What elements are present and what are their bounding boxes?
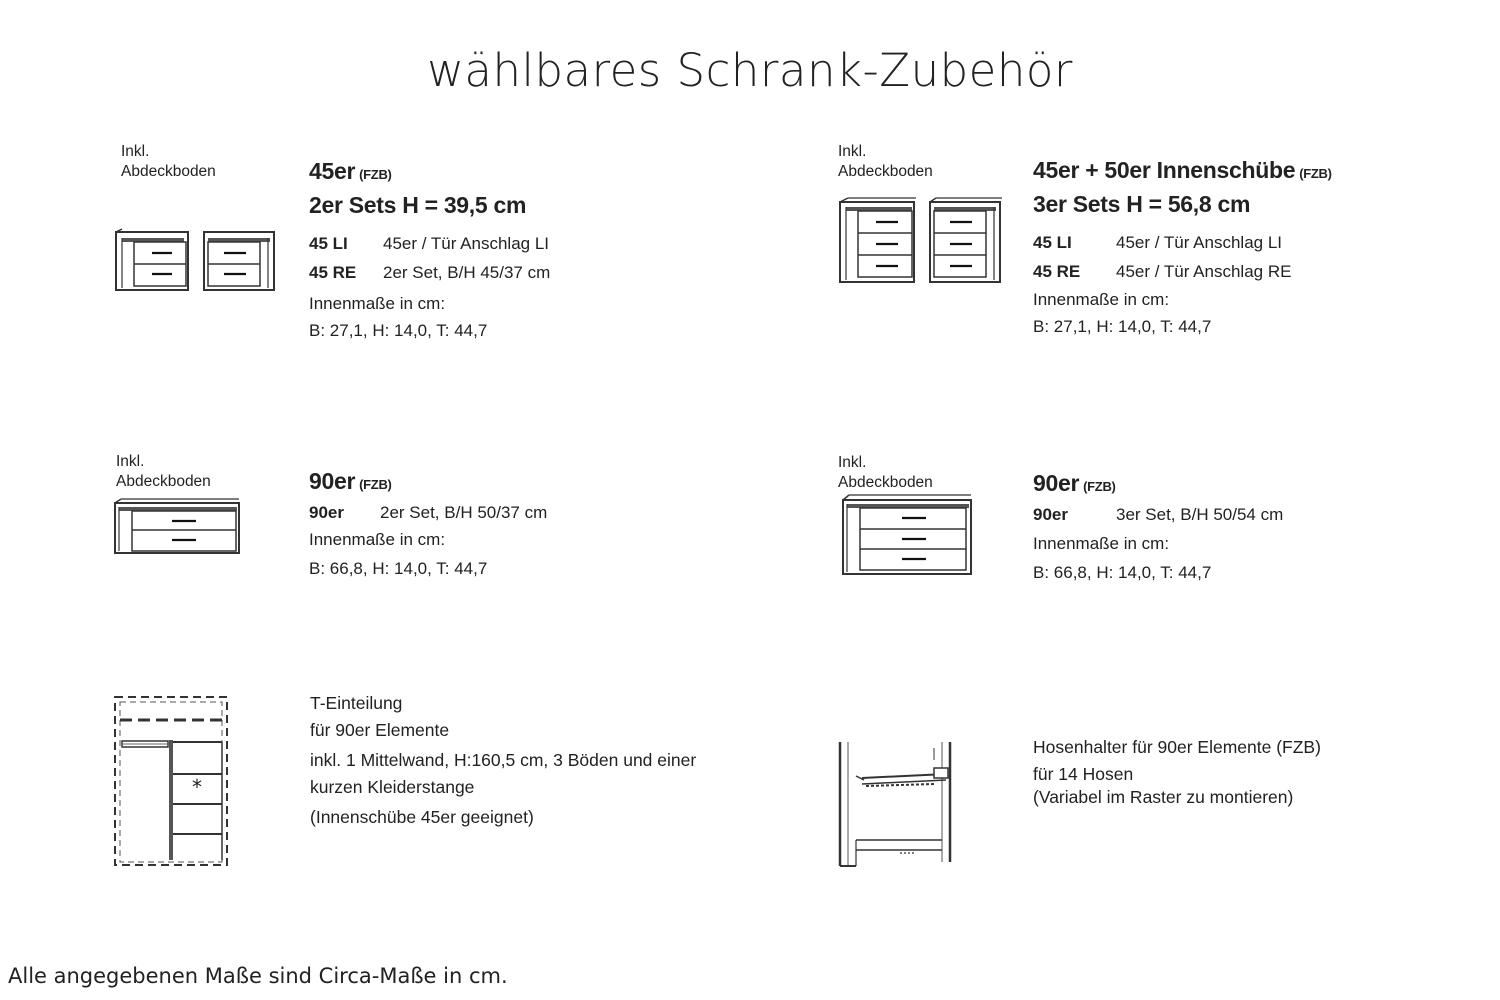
dims-value: B: 66,8, H: 14,0, T: 44,7	[309, 559, 488, 578]
variant-row	[1033, 228, 1332, 257]
dims-label: Innenmaße in cm:	[1033, 534, 1170, 553]
trouser-rack-drawing	[836, 740, 962, 870]
inkl-note	[838, 142, 933, 182]
inkl-label: Inkl.	[121, 143, 150, 160]
fig-marker: *	[192, 775, 202, 799]
desc-line: Hosenhalter für 90er Elemente (FZB)	[1033, 737, 1321, 757]
abdeckboden-label: Abdeckboden	[838, 474, 933, 491]
variant-code: 90er	[309, 503, 344, 522]
item-details	[309, 466, 547, 582]
heading-tag: (FZB)	[359, 167, 392, 182]
desc-line: inkl. 1 Mittelwand, H:160,5 cm, 3 Böden und einer	[310, 750, 697, 770]
item-heading	[309, 466, 547, 500]
variant-desc: 45er / Tür Anschlag LI	[1116, 233, 1283, 252]
dims-label: Innenmaße in cm:	[1033, 290, 1170, 309]
abdeckboden-label: Abdeckboden	[121, 163, 216, 180]
item-description	[310, 690, 696, 831]
inkl-note	[121, 142, 216, 182]
item-subheading: 2er Sets H = 39,5 cm	[309, 192, 527, 218]
inkl-note	[838, 453, 933, 493]
abdeckboden-label: Abdeckboden	[116, 473, 211, 490]
item-heading	[1033, 468, 1283, 502]
dims-value: B: 27,1, H: 14,0, T: 44,7	[1033, 317, 1212, 336]
wide-drawer-2-drawing	[112, 497, 242, 557]
item-heading	[1033, 155, 1332, 189]
inkl-label: Inkl.	[116, 453, 145, 470]
wide-drawer-3-drawing	[838, 492, 974, 578]
dims-value: B: 66,8, H: 14,0, T: 44,7	[1033, 563, 1212, 582]
dims-label: Innenmaße in cm:	[309, 530, 446, 549]
heading-tag: (FZB)	[1083, 479, 1116, 494]
item-subheading: 3er Sets H = 56,8 cm	[1033, 191, 1251, 217]
variant-code: 45 LI	[1033, 233, 1072, 252]
variant-desc: 2er Set, B/H 50/37 cm	[380, 503, 548, 522]
variant-row	[309, 500, 547, 526]
variant-row	[1033, 257, 1332, 286]
desc-line: für 90er Elemente	[310, 720, 450, 740]
variant-desc: 3er Set, B/H 50/54 cm	[1116, 505, 1284, 524]
dims-value: B: 27,1, H: 14,0, T: 44,7	[309, 321, 488, 340]
footnote: Alle angegebenen Maße sind Circa-Maße in cm.	[8, 964, 508, 988]
inkl-label: Inkl.	[838, 143, 867, 160]
variant-code: 45 LI	[309, 234, 348, 253]
variant-desc: 45er / Tür Anschlag LI	[383, 234, 550, 253]
variant-row	[1033, 502, 1283, 528]
desc-line: (Variabel im Raster zu montieren)	[1033, 787, 1294, 807]
desc-line: für 14 Hosen	[1033, 764, 1134, 784]
heading-tag: (FZB)	[359, 477, 392, 492]
item-details	[309, 156, 550, 344]
variant-row	[309, 258, 550, 287]
inkl-label: Inkl.	[838, 454, 867, 471]
variant-desc: 45er / Tür Anschlag RE	[1116, 262, 1292, 281]
page-title: wählbares Schrank-Zubehör	[427, 44, 1073, 97]
item-details	[1033, 155, 1332, 340]
heading-text: 45er + 50er Innenschübe	[1033, 157, 1296, 183]
heading-text: 90er	[309, 468, 356, 494]
heading-tag: (FZB)	[1299, 166, 1332, 181]
item-description	[1033, 734, 1321, 809]
abdeckboden-label: Abdeckboden	[838, 163, 933, 180]
variant-row	[309, 229, 550, 258]
desc-line: (Innenschübe 45er geeignet)	[310, 807, 534, 827]
variant-code: 45 RE	[309, 263, 357, 282]
t-division-drawing	[112, 694, 230, 870]
desc-line: kurzen Kleiderstange	[310, 777, 475, 797]
dims-label: Innenmaße in cm:	[309, 294, 446, 313]
variant-code: 90er	[1033, 505, 1068, 524]
desc-line: T-Einteilung	[310, 693, 403, 713]
heading-text: 45er	[309, 158, 356, 184]
drawer-set-3-drawing	[836, 196, 1004, 286]
variant-desc: 2er Set, B/H 45/37 cm	[383, 263, 551, 282]
variant-code: 45 RE	[1033, 262, 1081, 281]
drawer-set-2-drawing	[112, 228, 278, 294]
item-heading	[309, 156, 550, 190]
inkl-note	[116, 452, 211, 492]
heading-text: 90er	[1033, 470, 1080, 496]
item-details	[1033, 468, 1283, 586]
